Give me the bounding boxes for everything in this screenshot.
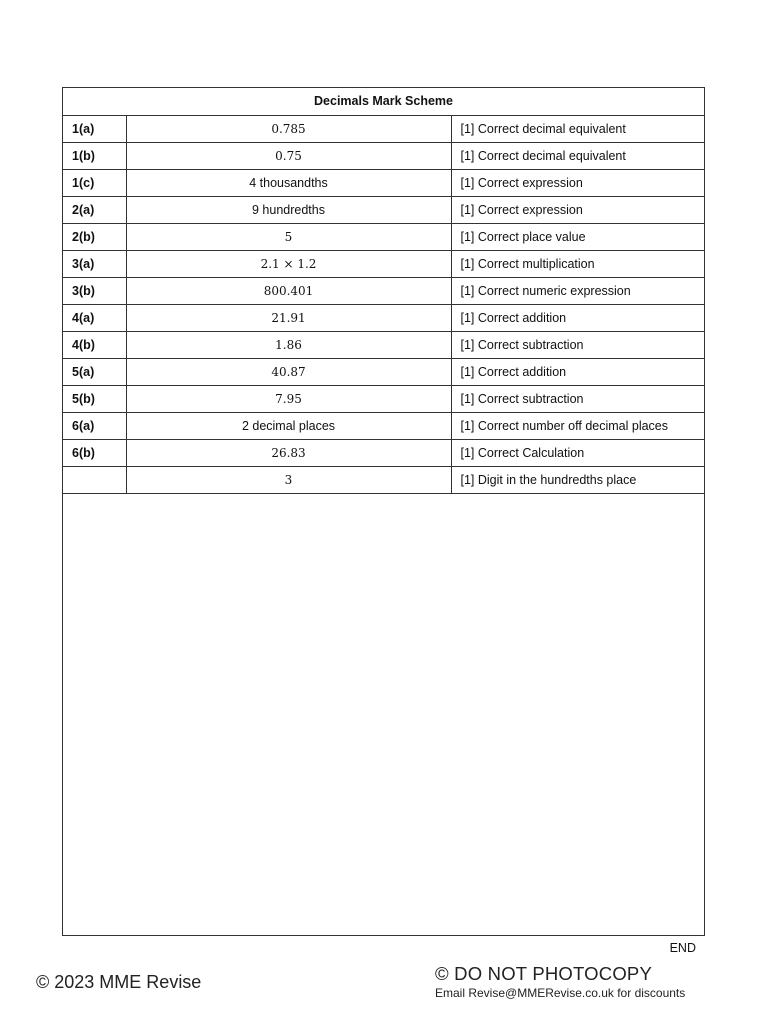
do-not-photocopy-notice: © DO NOT PHOTOCOPY (435, 963, 652, 984)
table-row (63, 169, 704, 196)
mark-scheme-sheet (62, 87, 705, 936)
question-number-cell: 5(a) (63, 358, 126, 385)
question-number-cell: 5(b) (63, 385, 126, 412)
question-number-cell: 1(a) (63, 115, 126, 142)
question-number-cell: 4(b) (63, 331, 126, 358)
question-number-cell: 6(a) (63, 412, 126, 439)
table-row (63, 412, 704, 439)
end-label: END (669, 941, 696, 955)
mark-criteria-cell: [1] Correct subtraction (451, 385, 704, 412)
question-number-cell: 3(b) (63, 277, 126, 304)
mark-scheme-table (63, 88, 704, 494)
table-row (63, 439, 704, 466)
mark-criteria-cell: [1] Digit in the hundredths place (451, 466, 704, 493)
mark-criteria-cell: [1] Correct multiplication (451, 250, 704, 277)
answer-cell: 7.95 (126, 385, 451, 412)
table-header-row (63, 88, 704, 115)
mark-criteria-cell: [1] Correct expression (451, 169, 704, 196)
mark-criteria-cell: [1] Correct decimal equivalent (451, 142, 704, 169)
answer-cell: 9 hundredths (126, 196, 451, 223)
question-number-cell (63, 466, 126, 493)
mark-criteria-cell: [1] Correct place value (451, 223, 704, 250)
question-number-cell: 6(b) (63, 439, 126, 466)
mark-criteria-cell: [1] Correct number off decimal places (451, 412, 704, 439)
answer-cell: 0.75 (126, 142, 451, 169)
answer-cell: 800.401 (126, 277, 451, 304)
table-row (63, 358, 704, 385)
answer-cell: 21.91 (126, 304, 451, 331)
mark-criteria-cell: [1] Correct subtraction (451, 331, 704, 358)
question-number-cell: 4(a) (63, 304, 126, 331)
table-row (63, 466, 704, 493)
table-row (63, 250, 704, 277)
answer-cell: 4 thousandths (126, 169, 451, 196)
answer-cell: 3 (126, 466, 451, 493)
mark-criteria-cell: [1] Correct Calculation (451, 439, 704, 466)
question-number-cell: 3(a) (63, 250, 126, 277)
table-body (63, 115, 704, 493)
table-row (63, 196, 704, 223)
table-row (63, 385, 704, 412)
table-row (63, 142, 704, 169)
discount-email-text: Email Revise@MMERevise.co.uk for discounts (435, 986, 686, 1000)
table-row (63, 277, 704, 304)
answer-cell: 1.86 (126, 331, 451, 358)
question-number-cell: 2(a) (63, 196, 126, 223)
table-row (63, 115, 704, 142)
table-row (63, 223, 704, 250)
table-title: Decimals Mark Scheme (63, 88, 704, 115)
mark-criteria-cell: [1] Correct decimal equivalent (451, 115, 704, 142)
answer-cell: 5 (126, 223, 451, 250)
question-number-cell: 1(b) (63, 142, 126, 169)
question-number-cell: 1(c) (63, 169, 126, 196)
answer-cell: 40.87 (126, 358, 451, 385)
mark-criteria-cell: [1] Correct numeric expression (451, 277, 704, 304)
mark-criteria-cell: [1] Correct expression (451, 196, 704, 223)
question-number-cell: 2(b) (63, 223, 126, 250)
answer-cell: 0.785 (126, 115, 451, 142)
mark-criteria-cell: [1] Correct addition (451, 304, 704, 331)
answer-cell: 2.1 × 1.2 (126, 250, 451, 277)
table-row (63, 304, 704, 331)
mark-criteria-cell: [1] Correct addition (451, 358, 704, 385)
answer-cell: 26.83 (126, 439, 451, 466)
answer-cell: 2 decimal places (126, 412, 451, 439)
table-row (63, 331, 704, 358)
copyright-text: © 2023 MME Revise (36, 972, 202, 992)
